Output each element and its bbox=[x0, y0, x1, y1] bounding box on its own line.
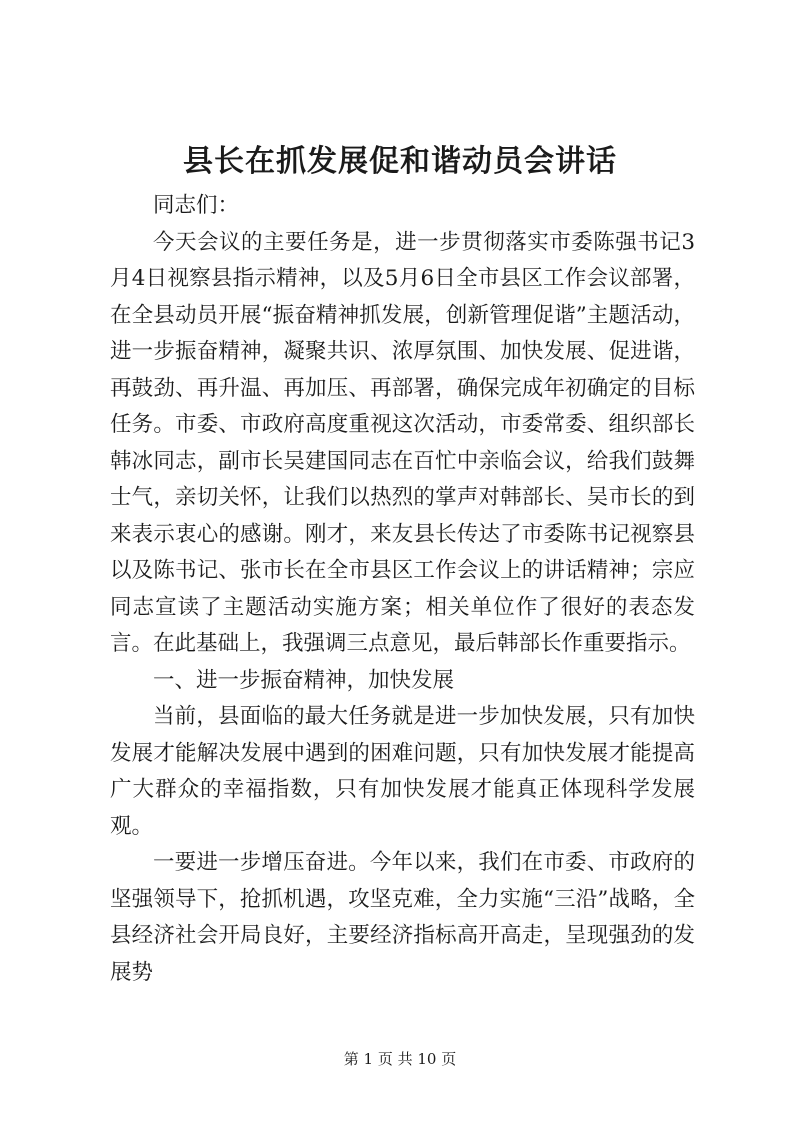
paragraph-opening: 今天会议的主要任务是，进一步贯彻落实市委陈强书记3月4日视察县指示精神，以及5月6日全市县区工作会议部署，在全县动员开展“振奋精神抓发展，创新管理促谐”主题活动，进一步振奋精神，凝聚共识、浓厚氛围、加快发展、促进谐，再鼓劲、再升温、再加压、再部署，确保完成年初确定的目标任务。市委、市政府高度重视这次活动，市委常委、组织部长韩冰同志，副市长吴建国同志在百忙中亲临会议，给我们鼓舞士气，亲切关怀，让我们以热烈的掌声对韩部长、吴市长的到来表示衷心的感谢。刚才，来友县长传达了市委陈书记视察县以及陈书记、张市长在全市县区工作会议上的讲话精神；宗应同志宣读了主题活动实施方案；相关单位作了很好的表态发言。在此基础上，我强调三点意见，最后韩部长作重要指示。 bbox=[110, 229, 695, 656]
section-heading-1: 一、进一步振奋精神，加快发展 bbox=[153, 667, 455, 693]
salutation: 同志们： bbox=[153, 193, 240, 218]
document-body bbox=[110, 188, 695, 991]
paragraph-increase-pressure: 一要进一步增压奋进。今年以来，我们在市委、市政府的坚强领导下，抢抓机遇，攻坚克难，全力实施“三沿”战略，全县经济社会开局良好，主要经济指标高开高走，呈现强劲的发展势 bbox=[110, 850, 695, 985]
paragraph-current-task: 当前，县面临的最大任务就是进一步加快发展，只有加快发展才能解决发展中遇到的困难问题，只有加快发展才能提高广大群众的幸福指数，只有加快发展才能真正体现科学发展观。 bbox=[110, 704, 695, 839]
page-number-footer: 第 1 页 共 10 页 bbox=[343, 1050, 457, 1068]
document-title: 县长在抓发展促和谐动员会讲话 bbox=[183, 144, 617, 179]
